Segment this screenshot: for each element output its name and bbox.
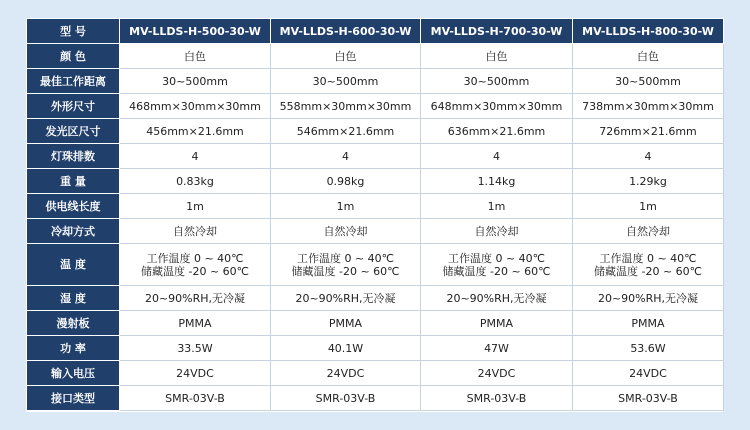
table-cell: 1m [120, 194, 271, 219]
model-header: MV-LLDS-H-600-30-W [271, 19, 421, 44]
table-row-working-distance [27, 69, 724, 94]
model-header: MV-LLDS-H-500-30-W [120, 19, 271, 44]
table-cell: 4 [573, 144, 724, 169]
storage-temperature: 储藏温度 -20 ~ 60℃ [442, 264, 551, 278]
table-cell: 4 [421, 144, 573, 169]
row-label: 重 量 [27, 169, 120, 194]
work-temperature: 工作温度 0 ~ 40℃ [599, 251, 697, 265]
table-cell: SMR-03V-B [573, 386, 724, 411]
row-label: 温 度 [27, 244, 120, 286]
table-row-power [27, 336, 724, 361]
model-header: MV-LLDS-H-800-30-W [573, 19, 724, 44]
table-row-cooling [27, 219, 724, 244]
table-row-dimensions [27, 94, 724, 119]
table-cell: 1m [421, 194, 573, 219]
table-cell: 24VDC [271, 361, 421, 386]
table-cell [421, 244, 573, 286]
row-label: 湿 度 [27, 286, 120, 311]
table-cell: 白色 [573, 44, 724, 69]
table-cell: 636mm×21.6mm [421, 119, 573, 144]
storage-temperature: 储藏温度 -20 ~ 60℃ [593, 264, 703, 278]
table-cell: 1.29kg [573, 169, 724, 194]
table-cell: 20~90%RH,无冷凝 [120, 286, 271, 311]
table-cell: 20~90%RH,无冷凝 [271, 286, 421, 311]
spec-table [26, 18, 724, 411]
table-row-led-rows [27, 144, 724, 169]
table-cell: SMR-03V-B [271, 386, 421, 411]
table-cell: 白色 [421, 44, 573, 69]
table-cell: 47W [421, 336, 573, 361]
model-header: MV-LLDS-H-700-30-W [421, 19, 573, 44]
table-row-color [27, 44, 724, 69]
table-cell: 40.1W [271, 336, 421, 361]
table-cell [271, 244, 421, 286]
row-label: 外形尺寸 [27, 94, 120, 119]
header-label: 型 号 [27, 19, 120, 44]
row-label: 供电线长度 [27, 194, 120, 219]
table-row-connector [27, 386, 724, 411]
table-cell: SMR-03V-B [421, 386, 573, 411]
table-cell: 24VDC [120, 361, 271, 386]
spec-table-container [26, 18, 723, 412]
table-cell: 648mm×30mm×30mm [421, 94, 573, 119]
table-cell: 白色 [120, 44, 271, 69]
table-cell: 4 [120, 144, 271, 169]
table-cell: SMR-03V-B [120, 386, 271, 411]
table-row-humidity [27, 286, 724, 311]
table-cell: 1.14kg [421, 169, 573, 194]
table-header-row [27, 19, 724, 44]
table-cell: 468mm×30mm×30mm [120, 94, 271, 119]
row-label: 漫射板 [27, 311, 120, 336]
table-cell: 726mm×21.6mm [573, 119, 724, 144]
row-label: 发光区尺寸 [27, 119, 120, 144]
table-cell: 30~500mm [421, 69, 573, 94]
row-label: 输入电压 [27, 361, 120, 386]
table-cell: 1m [573, 194, 724, 219]
table-cell: 546mm×21.6mm [271, 119, 421, 144]
table-cell: 20~90%RH,无冷凝 [573, 286, 724, 311]
table-cell: 738mm×30mm×30mm [573, 94, 724, 119]
table-cell: 20~90%RH,无冷凝 [421, 286, 573, 311]
table-cell: 30~500mm [120, 69, 271, 94]
row-label: 最佳工作距离 [27, 69, 120, 94]
work-temperature: 工作温度 0 ~ 40℃ [296, 251, 395, 265]
table-row-diffuser [27, 311, 724, 336]
table-cell: 0.98kg [271, 169, 421, 194]
table-cell: PMMA [421, 311, 573, 336]
table-cell: 自然冷却 [271, 219, 421, 244]
table-cell: 24VDC [421, 361, 573, 386]
storage-temperature: 储藏温度 -20 ~ 60℃ [140, 264, 250, 278]
table-cell: PMMA [120, 311, 271, 336]
table-cell: 4 [271, 144, 421, 169]
row-label: 灯珠排数 [27, 144, 120, 169]
table-cell: 558mm×30mm×30mm [271, 94, 421, 119]
table-cell: 0.83kg [120, 169, 271, 194]
table-row-weight [27, 169, 724, 194]
work-temperature: 工作温度 0 ~ 40℃ [447, 251, 546, 265]
table-row-input-voltage [27, 361, 724, 386]
row-label: 功 率 [27, 336, 120, 361]
table-cell: PMMA [573, 311, 724, 336]
row-label: 颜 色 [27, 44, 120, 69]
table-cell: 53.6W [573, 336, 724, 361]
row-label: 冷却方式 [27, 219, 120, 244]
table-cell: 30~500mm [271, 69, 421, 94]
table-cell: 456mm×21.6mm [120, 119, 271, 144]
row-label: 接口类型 [27, 386, 120, 411]
table-cell: 33.5W [120, 336, 271, 361]
table-cell: 24VDC [573, 361, 724, 386]
table-cell: PMMA [271, 311, 421, 336]
table-row-emitting-area [27, 119, 724, 144]
table-row-temperature [27, 244, 724, 286]
table-cell [120, 244, 271, 286]
work-temperature: 工作温度 0 ~ 40℃ [146, 251, 244, 265]
table-cell: 白色 [271, 44, 421, 69]
table-cell: 1m [271, 194, 421, 219]
storage-temperature: 储藏温度 -20 ~ 60℃ [291, 264, 400, 278]
table-cell: 自然冷却 [120, 219, 271, 244]
table-cell [573, 244, 724, 286]
table-cell: 自然冷却 [421, 219, 573, 244]
table-cell: 30~500mm [573, 69, 724, 94]
table-cell: 自然冷却 [573, 219, 724, 244]
table-row-cable-length [27, 194, 724, 219]
